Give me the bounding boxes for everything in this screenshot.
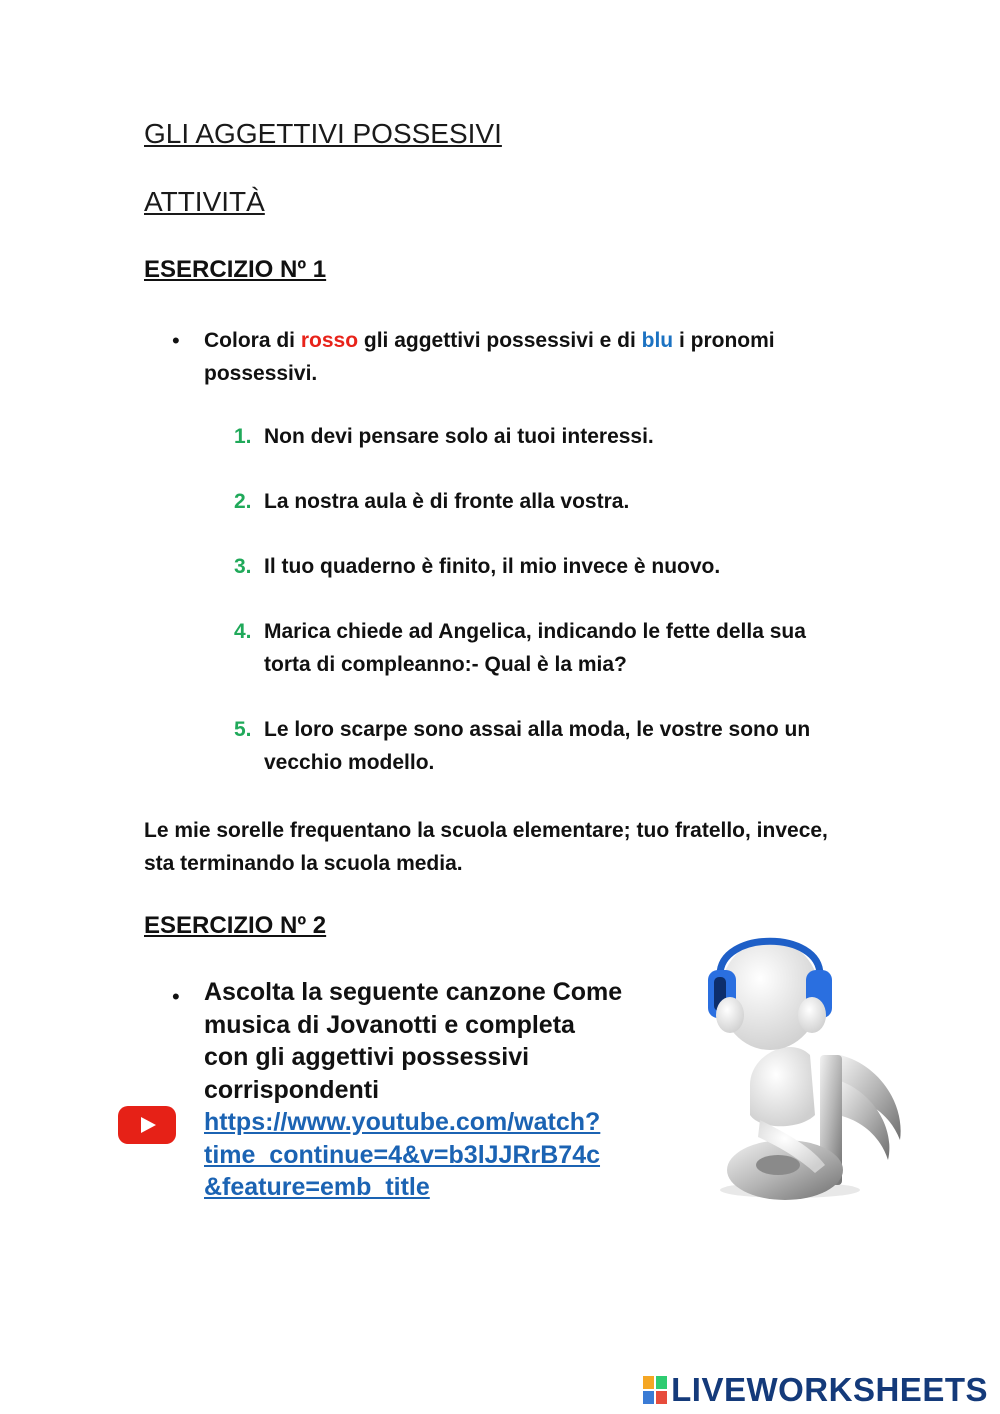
item-text: Il tuo quaderno è finito, il mio invece è nuovo. xyxy=(264,555,721,578)
youtube-play-icon[interactable] xyxy=(118,1106,176,1144)
item-number: 2. xyxy=(234,490,252,513)
instruction-part2: gli aggettivi possessivi e di xyxy=(358,329,642,352)
page-subtitle: ATTIVITÀ xyxy=(144,186,265,217)
item-text: Marica chiede ad Angelica, indicando le fette della sua torta di compleanno:- Qual è la mia? xyxy=(264,620,806,676)
list-item xyxy=(234,550,854,583)
instruction-part1: Colora di xyxy=(204,329,301,352)
list-item xyxy=(234,420,854,453)
list-item xyxy=(234,485,854,518)
item-number: 5. xyxy=(234,718,252,741)
item-number: 3. xyxy=(234,555,252,578)
exercise-1-instruction xyxy=(204,324,884,390)
item-text: La nostra aula è di fronte alla vostra. xyxy=(264,490,630,513)
bullet-icon: • xyxy=(172,328,180,353)
item-number: 4. xyxy=(234,620,252,643)
item-text: Le loro scarpe sono assai alla moda, le vostre sono un vecchio modello. xyxy=(264,718,811,774)
page-title: GLI AGGETTIVI POSSESIVI xyxy=(144,118,502,149)
liveworksheets-logo xyxy=(643,1372,988,1408)
item-number: 1. xyxy=(234,425,252,448)
youtube-link[interactable]: https://www.youtube.com/watch?time_continue=4&v=b3lJJRrB74c&feature=emb_title xyxy=(204,1108,601,1201)
list-item xyxy=(234,615,854,681)
item-text: Non devi pensare solo ai tuoi interessi. xyxy=(264,425,654,448)
exercise-1-heading: ESERCIZIO Nº 1 xyxy=(144,256,327,283)
song-text: Ascolta la seguente canzone Come musica di Jovanotti e completa con gli aggettivi possessivi corrispondenti xyxy=(204,978,623,1104)
exercise-1-paragraph: Le mie sorelle frequentano la scuola elementare; tuo fratello, invece, sta terminando la scuola media. xyxy=(144,819,828,875)
exercise-2-instruction xyxy=(204,976,624,1204)
liveworksheets-logo-icon xyxy=(643,1376,667,1404)
exercise-1-list xyxy=(234,420,854,811)
instruction-blue-word: blu xyxy=(641,329,674,352)
bullet-icon: • xyxy=(172,984,180,1009)
music-note-headphones-figure xyxy=(690,915,920,1205)
instruction-red-word: rosso xyxy=(300,329,359,352)
instruction-part3: i pronomi possessivi. xyxy=(204,329,775,385)
exercise-2-heading: ESERCIZIO Nº 2 xyxy=(144,912,327,939)
list-item xyxy=(234,713,854,779)
liveworksheets-brand: LIVEWORKSHEETS xyxy=(671,1371,988,1408)
